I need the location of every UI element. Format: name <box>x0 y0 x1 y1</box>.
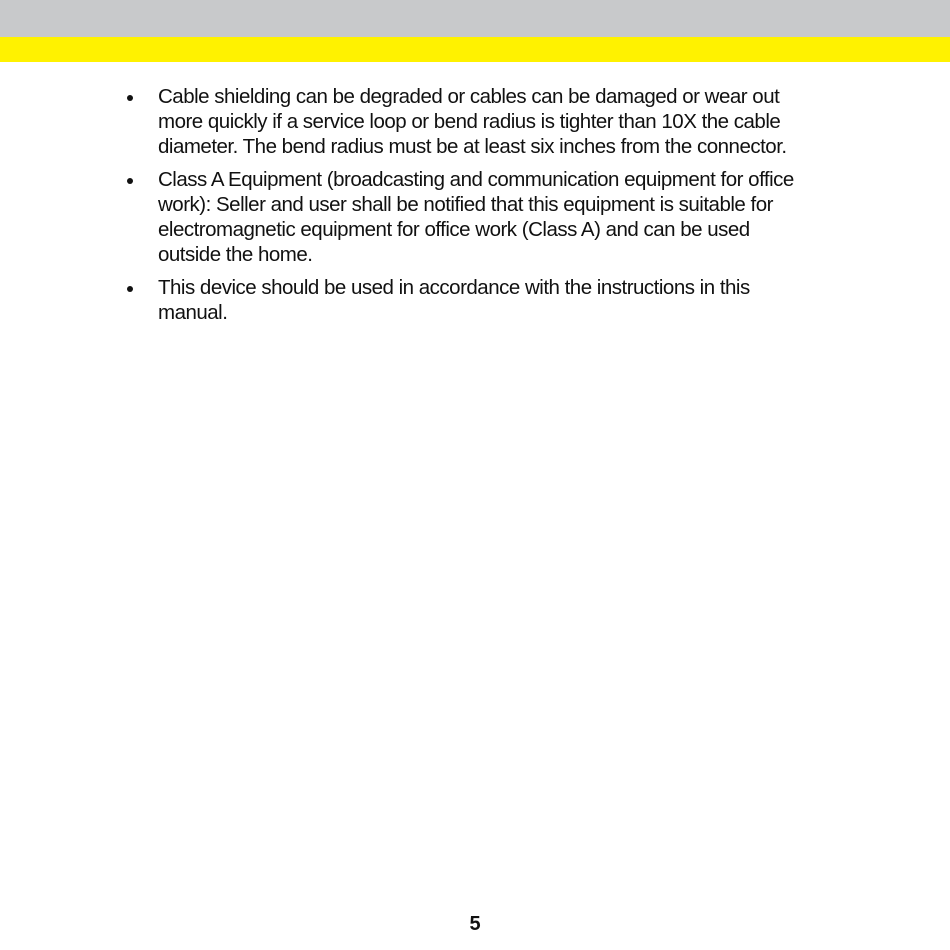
list-item-line: electromagnetic equipment for office work (Class A) and can be used <box>158 218 750 241</box>
list-item-line: work): Seller and user shall be notified that this equipment is suitable for <box>158 193 773 216</box>
list-item-line: manual. <box>158 301 228 324</box>
list-item <box>0 275 950 325</box>
list-item <box>0 167 950 267</box>
list-item-line: This device should be used in accordance with the instructions in this <box>158 276 750 299</box>
list-item-line: diameter. The bend radius must be at least six inches from the connector. <box>158 135 787 158</box>
bullet-icon <box>127 95 133 101</box>
bullet-icon <box>127 178 133 184</box>
bullet-list <box>0 84 950 333</box>
page-number: 5 <box>469 913 481 935</box>
header-gray-band <box>0 0 950 37</box>
list-item-line: Cable shielding can be degraded or cables can be damaged or wear out <box>158 85 780 108</box>
header-yellow-band <box>0 37 950 62</box>
bullet-icon <box>127 286 133 292</box>
list-item-line: more quickly if a service loop or bend radius is tighter than 10X the cable <box>158 110 781 133</box>
list-item-line: outside the home. <box>158 243 313 266</box>
list-item-line: Class A Equipment (broadcasting and communication equipment for office <box>158 168 794 191</box>
list-item <box>0 84 950 159</box>
